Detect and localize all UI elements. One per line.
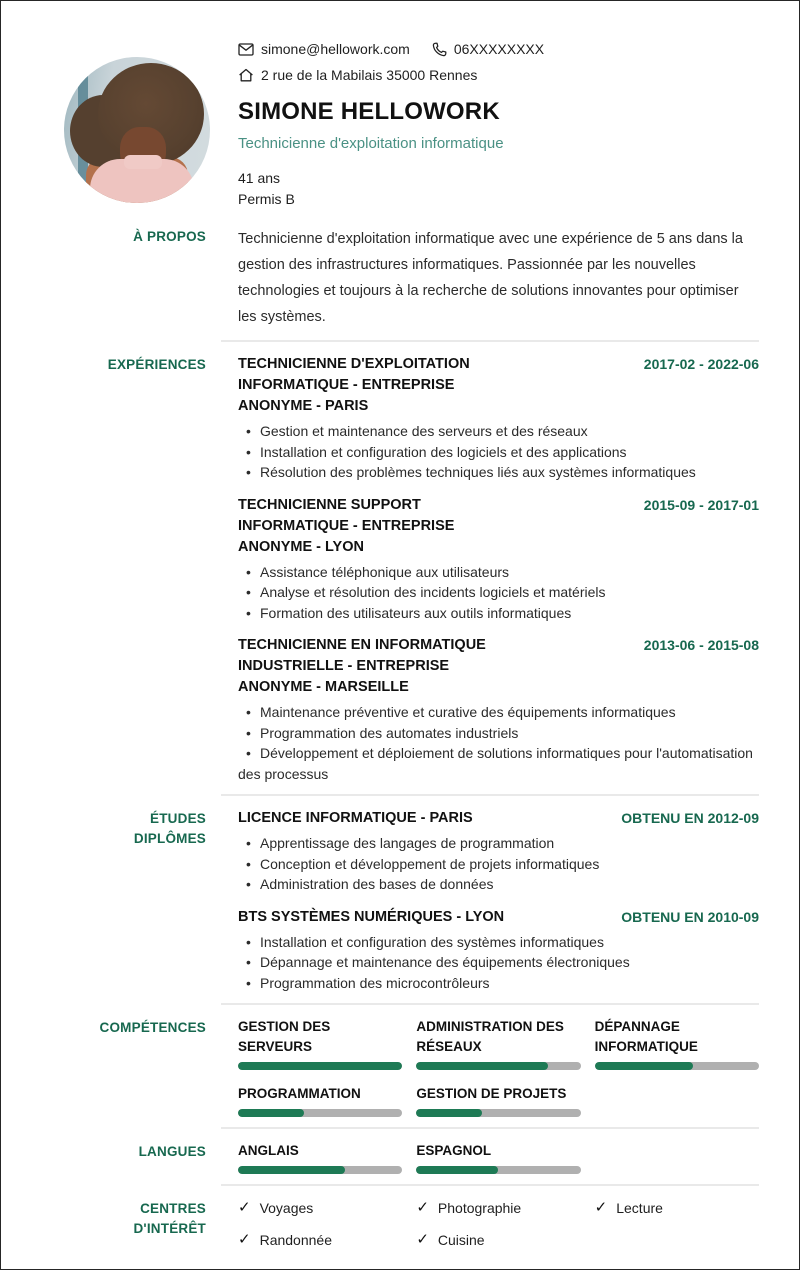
skill-progressbar xyxy=(238,1109,402,1117)
experience-date: 2015-09 - 2017-01 xyxy=(643,496,759,513)
check-icon: ✓ xyxy=(238,1231,251,1248)
section-about xyxy=(1,226,799,330)
email-item xyxy=(238,39,410,59)
skill-item xyxy=(416,1017,580,1070)
interest-item xyxy=(238,1230,402,1250)
interest-item xyxy=(416,1230,580,1250)
interest-text: Voyages xyxy=(259,1200,314,1216)
experience-entry xyxy=(238,635,759,784)
experience-date: 2013-06 - 2015-08 xyxy=(643,637,759,653)
contact-row-2 xyxy=(238,65,544,85)
experience-title: TECHNICIENNE D'EXPLOITATION INFORMATIQUE - ENTREPRISE ANONYME - PARIS xyxy=(238,356,470,414)
check-icon: ✓ xyxy=(238,1199,251,1216)
bullet-item: • Administration des bases de données xyxy=(238,874,759,895)
skill-name: GESTION DES SERVEURS xyxy=(238,1019,331,1054)
candidate-name: SIMONE HELLOWORK xyxy=(238,98,500,125)
about-label: À PROPOS xyxy=(133,229,206,244)
check-icon: ✓ xyxy=(416,1199,429,1216)
interests-grid xyxy=(238,1198,759,1250)
skill-name: ADMINISTRATION DES RÉSEAUX xyxy=(416,1019,564,1054)
section-divider xyxy=(221,1127,759,1129)
progress-fill xyxy=(595,1062,694,1070)
skill-item xyxy=(238,1017,402,1070)
education-label: ÉTUDES DIPLÔMES xyxy=(133,811,206,846)
bullet-item: • Programmation des microcontrôleurs xyxy=(238,973,759,994)
interest-item xyxy=(416,1198,580,1218)
bullet-item: • Installation et configuration des systèmes informatiques xyxy=(238,932,759,953)
email-text: simone@hellowork.com xyxy=(261,41,410,57)
interest-text: Lecture xyxy=(616,1200,663,1216)
bullet-item: • Assistance téléphonique aux utilisateurs xyxy=(238,562,759,583)
about-text: Technicienne d'exploitation informatique avec une expérience de 5 ans dans la gestion des infrastructures informatiques. Passionnée par les nouvelles technologies et toujours à la recherche de solutions innovantes pour optimiser les systèmes. xyxy=(238,231,743,325)
section-divider xyxy=(221,1003,759,1005)
progress-fill xyxy=(238,1109,304,1117)
progress-fill xyxy=(416,1109,482,1117)
address-text: 2 rue de la Mabilais 35000 Rennes xyxy=(261,67,478,83)
section-divider xyxy=(221,1184,759,1186)
progress-fill xyxy=(238,1166,345,1174)
candidate-job-title: Technicienne d'exploitation informatique xyxy=(238,135,504,152)
section-education xyxy=(1,808,799,993)
bullet-item: • Gestion et maintenance des serveurs et des réseaux xyxy=(238,421,759,442)
bullet-item: • Installation et configuration des logiciels et des applications xyxy=(238,442,759,463)
header-info xyxy=(238,37,544,210)
bullet-item: • Dépannage et maintenance des équipements électroniques xyxy=(238,952,759,973)
bullet-item: • Programmation des automates industriels xyxy=(238,723,759,744)
skill-progressbar xyxy=(238,1062,402,1070)
check-icon: ✓ xyxy=(594,1199,608,1216)
progress-fill xyxy=(416,1062,547,1070)
education-list xyxy=(238,808,759,993)
phone-text: 06XXXXXXXX xyxy=(453,41,545,57)
education-date: OBTENU EN 2012-09 xyxy=(621,810,759,826)
interest-text: Randonnée xyxy=(259,1232,332,1248)
progress-fill xyxy=(416,1166,498,1174)
cv-header xyxy=(1,37,799,210)
language-name: ANGLAIS xyxy=(238,1143,299,1158)
skill-item xyxy=(416,1084,580,1117)
experience-date: 2017-02 - 2022-06 xyxy=(643,356,759,372)
section-skills xyxy=(1,1017,799,1117)
check-icon: ✓ xyxy=(416,1231,429,1248)
language-item xyxy=(416,1141,580,1174)
bullet-item: • Analyse et résolution des incidents logiciels et matériels xyxy=(238,582,759,603)
address-item xyxy=(238,65,477,85)
languages-label: LANGUES xyxy=(138,1144,206,1159)
email-icon xyxy=(238,43,254,56)
education-title: BTS SYSTÈMES NUMÉRIQUES - LYON xyxy=(238,908,505,925)
candidate-age: 41 ans xyxy=(238,170,281,186)
education-entry xyxy=(238,907,759,994)
bullet-item: • Apprentissage des langages de programmation xyxy=(238,833,759,854)
experience-title: TECHNICIENNE SUPPORT INFORMATIQUE - ENTREPRISE ANONYME - LYON xyxy=(238,496,455,555)
skill-item xyxy=(238,1084,402,1117)
experience-bullets xyxy=(238,702,759,784)
section-languages xyxy=(1,1141,799,1174)
home-icon xyxy=(238,68,254,82)
bullet-item: • Conception et développement de projets informatiques xyxy=(238,854,759,875)
language-name: ESPAGNOL xyxy=(416,1143,492,1158)
skill-name: DÉPANNAGE INFORMATIQUE xyxy=(594,1019,698,1054)
skill-name: PROGRAMMATION xyxy=(238,1086,361,1101)
skills-grid xyxy=(238,1017,759,1117)
language-progressbar xyxy=(238,1166,402,1174)
progress-fill xyxy=(238,1062,402,1070)
education-bullets xyxy=(238,932,759,994)
interest-item xyxy=(238,1198,402,1218)
skill-item xyxy=(595,1017,759,1070)
section-divider xyxy=(221,794,759,796)
language-item xyxy=(238,1141,402,1174)
experience-entry xyxy=(238,495,759,624)
languages-grid xyxy=(238,1141,759,1174)
skill-progressbar xyxy=(416,1062,580,1070)
phone-item xyxy=(432,39,544,59)
education-entry xyxy=(238,808,759,895)
bullet-item: • Maintenance préventive et curative des équipements informatiques xyxy=(238,702,759,723)
experiences-label: EXPÉRIENCES xyxy=(107,357,206,372)
section-interests xyxy=(1,1198,799,1250)
interests-label: CENTRES D'INTÉRÊT xyxy=(133,1201,206,1236)
phone-icon xyxy=(432,42,447,57)
contact-row-1 xyxy=(238,39,544,59)
skill-progressbar xyxy=(595,1062,759,1070)
language-progressbar xyxy=(416,1166,580,1174)
bullet-item: • Résolution des problèmes techniques liés aux systèmes informatiques xyxy=(238,462,759,483)
bullet-item: • Formation des utilisateurs aux outils informatiques xyxy=(238,603,759,624)
interest-item xyxy=(595,1198,759,1218)
photo-collar xyxy=(124,155,162,169)
interest-text: Photographie xyxy=(437,1200,522,1216)
bullet-item: • Développement et déploiement de solutions informatiques pour l'automatisation des processus xyxy=(238,743,759,784)
candidate-meta xyxy=(238,168,544,210)
education-bullets xyxy=(238,833,759,895)
experience-title: TECHNICIENNE EN INFORMATIQUE INDUSTRIELLE - ENTREPRISE ANONYME - MARSEILLE xyxy=(238,637,486,695)
skill-name: GESTION DE PROJETS xyxy=(416,1086,567,1101)
experience-bullets xyxy=(238,562,759,624)
experience-entry xyxy=(238,354,759,483)
section-divider xyxy=(221,340,759,342)
education-date: OBTENU EN 2010-09 xyxy=(621,908,759,925)
experiences-list xyxy=(238,354,759,784)
profile-photo xyxy=(64,57,210,203)
driving-license: Permis B xyxy=(238,191,295,207)
interest-text: Cuisine xyxy=(437,1232,485,1248)
education-title: LICENCE INFORMATIQUE - PARIS xyxy=(238,810,473,826)
skills-label: COMPÉTENCES xyxy=(99,1020,206,1035)
skill-progressbar xyxy=(416,1109,580,1117)
section-experiences xyxy=(1,354,799,784)
experience-bullets xyxy=(238,421,759,483)
